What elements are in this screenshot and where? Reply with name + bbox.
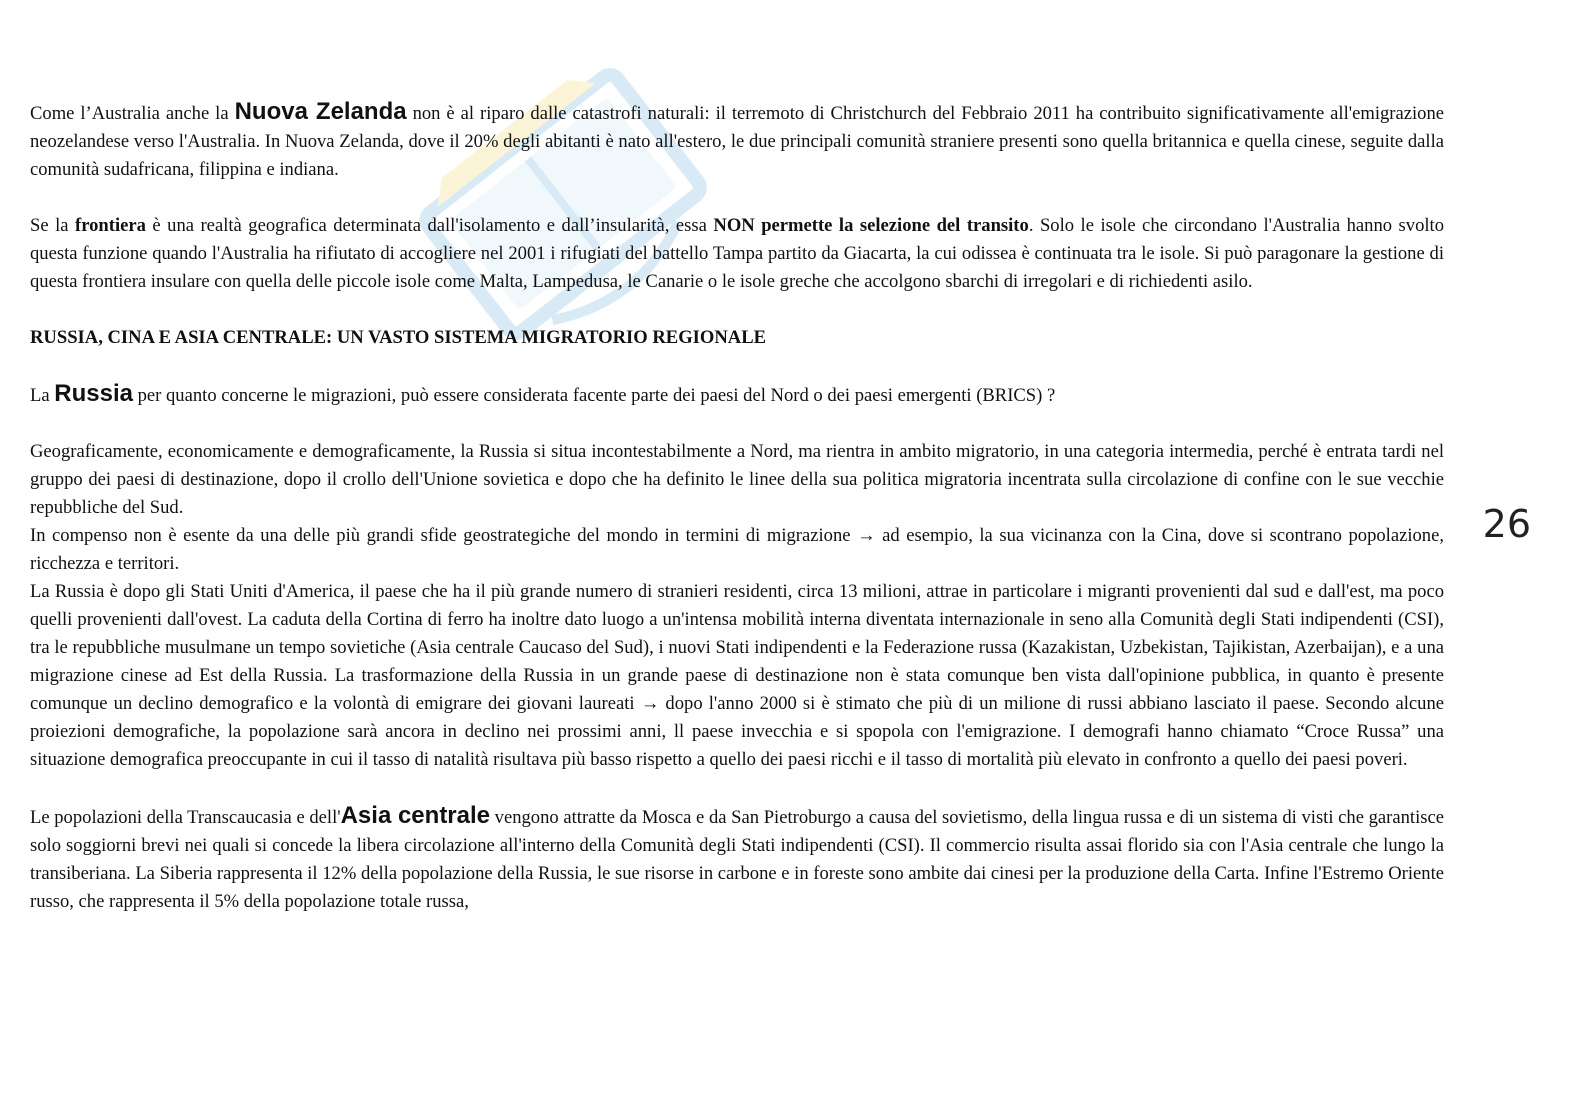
paragraph-frontiera: Se la frontiera è una realtà geografica determinata dall'isolamento e dall’insularità, essa NON permette la selezione del transito. Solo le isole che circondano l'Australia hanno svolto questa funzione quando l'Australia ha rifiutato di accogliere nel 2001 i rifugiati del battello Tampa partito da Giacarta, la cui odissea è continuata tra le isole. Si può paragonare la gestione di questa frontiera insulare con quella delle piccole isole come Malta, Lampedusa, le Canarie o le isole greche che accolgono sbarchi di irregolari e di richiedenti asilo. [30, 215, 1444, 292]
paragraph-nuova-zelanda: Come l’Australia anche la Nuova Zelanda non è al riparo dalle catastrofi naturali: il terremoto di Christchurch del Febbraio 2011 ha contribuito significativamente all'emigrazione neozelandese verso l'Australia. In Nuova Zelanda, dove il 20% degli abitanti è nato all'estero, le due principali comunità straniere presenti sono quella britannica e quella cinese, seguite dalla comunità sudafricana, filippina e indiana. [30, 98, 1444, 180]
paragraph-stranieri: La Russia è dopo gli Stati Uniti d'America, il paese che ha il più grande numero di stranieri residenti, circa 13 milioni, attrae in particolare i migranti provenienti dal sud e dall'est, ma poco quelli provenienti dall'ovest. La caduta della Cortina di ferro ha inoltre dato luogo a un'intensa mobilità interna diventata internazionale in seno alla Comunità degli Stati indipendenti (CSI), tra le repubbliche musulmane un tempo sovietiche (Asia centrale Caucaso del Sud), i nuovi Stati indipendenti e la Federazione russa (Kazakistan, Uzbekistan, Tajikistan, Azerbaijan), e a una migrazione cinese ad Est della Russia. La trasformazione della Russia in un grande paese di destinazione non è stata comunque ben vista dall'opinione pubblica, in quanto è presente comunque un declino demografico e la volontà di emigrare dei giovani laureati → dopo l'anno 2000 si è stimato che più di un milione di russi abbiano lasciato il paese. Secondo alcune proiezioni demografiche, la popolazione sarà ancora in declino nei prossimi anni, ll paese invecchia e si spopola con l'emigrazione. I demografi hanno chiamato “Croce Russa” una situazione demografica preoccupante in cui il tasso di natalità risultava più basso rispetto a quello dei paesi ricchi e il tasso di mortalità più elevato in confronto a quello dei paesi poveri. [30, 581, 1444, 770]
emphasis-non-permette: NON permette la selezione del transito [713, 215, 1029, 236]
paragraph-sfide: In compenso non è esente da una delle più grandi sfide geostrategiche del mondo in termini di migrazione → ad esempio, la sua vicinanza con la Cina, dove si scontrano popolazione, ricchezza e territori. [30, 525, 1444, 574]
paragraph-russia-question: La Russia per quanto concerne le migrazioni, può essere considerata facente parte dei paesi del Nord o dei paesi emergenti (BRICS) ? [30, 380, 1056, 407]
section-heading: RUSSIA, CINA E ASIA CENTRALE: UN VASTO SISTEMA MIGRATORIO REGIONALE [30, 327, 767, 348]
paragraph-asia-centrale: Le popolazioni della Transcaucasia e dell'Asia centrale vengono attratte da Mosca e da San Pietroburgo a causa del sovietismo, della lingua russa e di un sistema di visti che garantisce solo soggiorni brevi nei quali si concede la libera circolazione all'interno della Comunità degli Stati indipendenti (CSI). Il commercio risulta assai florido sia con l'Asia centrale che lungo la transiberiana. La Siberia rappresenta il 12% della popolazione della Russia, le sue risorse in carbone e in foreste sono ambite dai cinesi per la produzione della Carta. Infine l'Estremo Oriente russo, che rappresenta il 5% della popolazione totale russa, [30, 802, 1444, 912]
document-body [30, 98, 1444, 916]
page-number: 26 [1482, 502, 1531, 546]
term-russia: Russia [54, 380, 133, 407]
paragraph-geografia: Geograficamente, economicamente e demograficamente, la Russia si situa incontestabilmente a Nord, ma rientra in ambito migratorio, in una categoria intermedia, perché è entrata tardi nel gruppo dei paesi di destinazione, dopo il crollo dell'Unione sovietica e dopo che ha definito le linee della sua politica migratoria incentrata sulla circolazione di confine con le sue vecchie repubbliche del Sud. [30, 441, 1444, 518]
term-asia-centrale: Asia centrale [340, 802, 491, 829]
term-nuova-zelanda: Nuova Zelanda [234, 98, 407, 125]
term-frontiera: frontiera [75, 215, 146, 236]
